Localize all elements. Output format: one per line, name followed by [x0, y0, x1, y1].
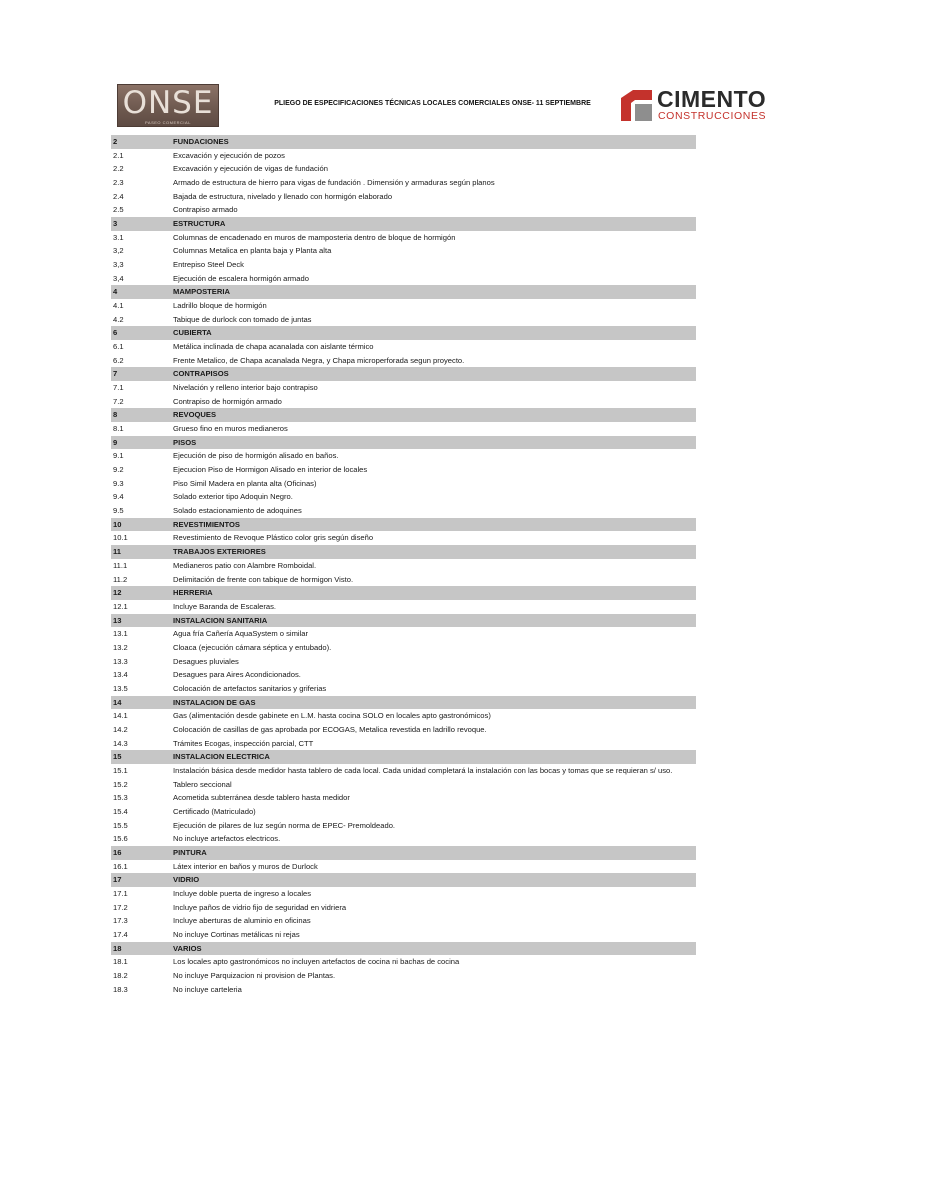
section-header-row: [111, 696, 696, 710]
item-number: 3.1: [113, 232, 124, 242]
section-title: INSTALACION ELECTRICA: [173, 752, 270, 762]
item-description: Desagues para Aires Acondicionados.: [173, 670, 301, 680]
item-description: Frente Metalico, de Chapa acanalada Negra, y Chapa microperforada segun proyecto.: [173, 355, 465, 365]
item-row: [111, 504, 696, 518]
section-title: INSTALACION SANITARIA: [173, 615, 268, 625]
section-number: 8: [113, 410, 118, 420]
item-description: Incluye Baranda de Escaleras.: [173, 601, 276, 611]
item-row: [111, 764, 696, 778]
item-number: 7.2: [113, 396, 124, 406]
item-row: [111, 149, 696, 163]
section-number: 13: [113, 615, 122, 625]
item-row: [111, 176, 696, 190]
section-number: 11: [113, 547, 122, 557]
item-row: [111, 162, 696, 176]
item-row: [111, 559, 696, 573]
item-description: Metálica inclinada de chapa acanalada con aislante térmico: [173, 342, 374, 352]
item-number: 6.1: [113, 342, 124, 352]
section-header-row: [111, 367, 696, 381]
section-number: 18: [113, 943, 122, 953]
item-description: Ladrillo bloque de hormigón: [173, 301, 267, 311]
section-number: 10: [113, 519, 122, 529]
section-header-row: [111, 873, 696, 887]
section-header-row: [111, 942, 696, 956]
item-row: [111, 477, 696, 491]
item-description: Delimitación de frente con tabique de hormigon Visto.: [173, 574, 354, 584]
item-row: [111, 422, 696, 436]
section-number: 14: [113, 697, 122, 707]
item-description: No incluye artefactos electricos.: [173, 834, 281, 844]
item-row: [111, 928, 696, 942]
item-row: [111, 655, 696, 669]
section-header-row: [111, 285, 696, 299]
item-row: [111, 340, 696, 354]
item-number: 2.3: [113, 178, 124, 188]
onse-logo-tagline: PASEO COMERCIAL: [145, 120, 191, 125]
document-header: [0, 80, 927, 132]
item-description: Contrapiso armado: [173, 205, 238, 215]
item-number: 3,4: [113, 273, 124, 283]
cimento-logo-sub: CONSTRUCCIONES: [658, 110, 767, 122]
item-description: Tabique de durlock con tomado de juntas: [173, 314, 312, 324]
item-row: [111, 299, 696, 313]
item-row: [111, 463, 696, 477]
section-header-row: [111, 135, 696, 149]
item-description: Colocación de casillas de gas aprobada por ECOGAS, Metalica revestida en ladrillo revoque.: [173, 724, 487, 734]
item-description: Revestimiento de Revoque Plástico color gris según diseño: [173, 533, 374, 543]
item-description: Ejecucion Piso de Hormigon Alisado en interior de locales: [173, 465, 368, 475]
item-row: [111, 381, 696, 395]
item-number: 13.1: [113, 629, 128, 639]
item-row: [111, 531, 696, 545]
item-number: 15.3: [113, 793, 128, 803]
item-number: 2.4: [113, 191, 124, 201]
item-description: Incluye aberturas de aluminio en oficinas: [173, 916, 311, 926]
onse-logo: [117, 84, 219, 127]
section-header-row: [111, 436, 696, 450]
item-number: 13.4: [113, 670, 128, 680]
item-row: [111, 778, 696, 792]
section-header-row: [111, 586, 696, 600]
section-header-row: [111, 846, 696, 860]
item-description: No incluye carteleria: [173, 984, 242, 994]
section-number: 16: [113, 847, 122, 857]
item-row: [111, 805, 696, 819]
section-title: REVESTIMIENTOS: [173, 519, 240, 529]
item-description: Medianeros patio con Alambre Romboidal.: [173, 560, 317, 570]
item-row: [111, 190, 696, 204]
item-row: [111, 901, 696, 915]
cimento-logo-word: CIMENTO: [657, 86, 767, 112]
item-description: Certificado (Matriculado): [173, 806, 256, 816]
item-row: [111, 955, 696, 969]
section-number: 4: [113, 287, 118, 297]
item-description: Ejecución de pilares de luz según norma de EPEC- Premoldeado.: [173, 820, 396, 830]
section-title: PISOS: [173, 437, 197, 447]
item-row: [111, 819, 696, 833]
section-title: PINTURA: [173, 847, 207, 857]
section-title: CONTRAPISOS: [173, 369, 229, 379]
cimento-mark-icon: [621, 90, 652, 121]
section-number: 7: [113, 369, 118, 379]
section-title: VARIOS: [173, 943, 202, 953]
item-number: 12.1: [113, 601, 128, 611]
item-number: 14.2: [113, 724, 128, 734]
item-description: Cloaca (ejecución cámara séptica y entubado).: [173, 642, 332, 652]
document-title: PLIEGO DE ESPECIFICACIONES TÉCNICAS LOCALES COMERCIALES ONSE- 11 SEPTIEMBRE: [274, 100, 591, 107]
item-number: 15.5: [113, 820, 128, 830]
item-description: Agua fría Cañería AquaSystem o similar: [173, 629, 309, 639]
item-description: No incluye Parquizacion ni provision de Plantas.: [173, 970, 336, 980]
item-number: 14.3: [113, 738, 128, 748]
item-number: 13.3: [113, 656, 128, 666]
item-description: Contrapiso de hormigón armado: [173, 396, 282, 406]
item-row: [111, 272, 696, 286]
item-number: 11.2: [113, 574, 128, 584]
item-number: 7.1: [113, 383, 124, 393]
section-header-row: [111, 518, 696, 532]
item-row: [111, 983, 696, 997]
item-description: Tablero seccional: [173, 779, 232, 789]
item-row: [111, 313, 696, 327]
item-number: 2.1: [113, 150, 124, 160]
item-number: 9.1: [113, 451, 124, 461]
item-description: Gas (alimentación desde gabinete en L.M. hasta cocina SOLO en locales apto gastronómicos): [173, 711, 491, 721]
item-row: [111, 627, 696, 641]
item-number: 3,3: [113, 260, 124, 270]
item-number: 9.2: [113, 465, 124, 475]
section-number: 2: [113, 137, 118, 146]
section-title: MAMPOSTERIA: [173, 287, 230, 297]
item-number: 4.2: [113, 314, 124, 324]
item-number: 18.2: [113, 970, 128, 980]
item-row: [111, 737, 696, 751]
item-row: [111, 490, 696, 504]
cimento-logo: [621, 86, 781, 123]
onse-logo-word: ONSE: [122, 85, 214, 121]
section-header-row: [111, 545, 696, 559]
item-row: [111, 258, 696, 272]
item-row: [111, 668, 696, 682]
section-title: INSTALACION DE GAS: [173, 697, 256, 707]
item-description: Bajada de estructura, nivelado y llenado con hormigón elaborado: [173, 191, 393, 201]
item-number: 3,2: [113, 246, 124, 256]
item-row: [111, 682, 696, 696]
item-description: Desagues pluviales: [173, 656, 239, 666]
item-number: 2.5: [113, 205, 124, 215]
item-row: [111, 832, 696, 846]
item-description: No incluye Cortinas metálicas ni rejas: [173, 929, 300, 939]
item-row: [111, 723, 696, 737]
item-description: Ejecución de escalera hormigón armado: [173, 273, 309, 283]
item-number: 11.1: [113, 560, 128, 570]
item-row: [111, 231, 696, 245]
item-description: Solado estacionamiento de adoquines: [173, 506, 302, 516]
item-row: [111, 969, 696, 983]
item-number: 9.5: [113, 506, 124, 516]
section-number: 3: [113, 219, 118, 229]
item-number: 8.1: [113, 424, 124, 434]
item-number: 17.2: [113, 902, 128, 912]
item-row: [111, 887, 696, 901]
item-description: Columnas de encadenado en muros de mamposteria dentro de bloque de hormigón: [173, 232, 456, 242]
item-description: Excavación y ejecución de vigas de fundación: [173, 164, 328, 174]
item-row: [111, 791, 696, 805]
section-number: 9: [113, 437, 118, 447]
item-number: 14.1: [113, 711, 128, 721]
item-number: 17.3: [113, 916, 128, 926]
item-description: Columnas Metalica en planta baja y Planta alta: [173, 246, 332, 256]
item-number: 6.2: [113, 355, 124, 365]
item-row: [111, 203, 696, 217]
item-description: Colocación de artefactos sanitarios y griferias: [173, 683, 327, 693]
section-title: HERRERIA: [173, 588, 213, 598]
item-number: 18.1: [113, 957, 128, 967]
item-description: Incluye paños de vidrio fijo de seguridad en vidriera: [173, 902, 347, 912]
item-number: 18.3: [113, 984, 128, 994]
item-number: 17.1: [113, 888, 128, 898]
section-title: CUBIERTA: [173, 328, 212, 338]
item-description: Armado de estructura de hierro para vigas de fundación . Dimensión y armaduras según planos: [173, 178, 495, 188]
item-number: 15.1: [113, 765, 128, 775]
item-description: Los locales apto gastronómicos no incluyen artefactos de cocina ni bachas de cocina: [173, 957, 460, 967]
section-header-row: [111, 326, 696, 340]
item-number: 9.3: [113, 478, 124, 488]
item-row: [111, 914, 696, 928]
item-row: [111, 449, 696, 463]
section-header-row: [111, 614, 696, 628]
item-row: [111, 395, 696, 409]
item-description: Ejecución de piso de hormigón alisado en baños.: [173, 451, 339, 461]
item-number: 9.4: [113, 492, 124, 502]
item-number: 2.2: [113, 164, 124, 174]
item-description: Entrepiso Steel Deck: [173, 260, 244, 270]
section-number: 17: [113, 875, 122, 885]
item-description: Látex interior en baños y muros de Durlock: [173, 861, 318, 871]
item-description: Nivelación y relleno interior bajo contrapiso: [173, 383, 318, 393]
item-row: [111, 600, 696, 614]
item-row: [111, 354, 696, 368]
item-number: 13.2: [113, 642, 128, 652]
item-description: Excavación y ejecución de pozos: [173, 150, 285, 160]
item-description: Piso Simil Madera en planta alta (Oficinas): [173, 478, 317, 488]
item-row: [111, 709, 696, 723]
item-number: 16.1: [113, 861, 128, 871]
section-title: VIDRIO: [173, 875, 200, 885]
section-header-row: [111, 408, 696, 422]
item-number: 13.5: [113, 683, 128, 693]
item-description: Instalación básica desde medidor hasta tablero de cada local. Cada unidad completará la instalación con las bocas y tomas que se requieran s/ uso.: [173, 765, 673, 775]
section-number: 6: [113, 328, 118, 338]
item-row: [111, 244, 696, 258]
item-row: [111, 573, 696, 587]
section-title: TRABAJOS EXTERIORES: [173, 547, 266, 557]
section-number: 12: [113, 588, 122, 598]
section-title: REVOQUES: [173, 410, 217, 420]
item-description: Incluye doble puerta de ingreso a locales: [173, 888, 312, 898]
item-number: 15.4: [113, 806, 128, 816]
item-number: 15.6: [113, 834, 128, 844]
specification-table: [111, 135, 696, 996]
item-description: Grueso fino en muros medianeros: [173, 424, 288, 434]
item-row: [111, 641, 696, 655]
item-description: Acometida subterránea desde tablero hasta medidor: [173, 793, 350, 803]
section-header-row: [111, 217, 696, 231]
item-number: 15.2: [113, 779, 128, 789]
item-number: 4.1: [113, 301, 124, 311]
item-number: 10.1: [113, 533, 128, 543]
section-header-row: [111, 750, 696, 764]
item-description: Trámites Ecogas, inspección parcial, CTT: [173, 738, 314, 748]
item-description: Solado exterior tipo Adoquin Negro.: [173, 492, 293, 502]
section-title: FUNDACIONES: [173, 137, 229, 146]
section-title: ESTRUCTURA: [173, 219, 226, 229]
item-number: 17.4: [113, 929, 128, 939]
item-row: [111, 860, 696, 874]
section-number: 15: [113, 752, 122, 762]
